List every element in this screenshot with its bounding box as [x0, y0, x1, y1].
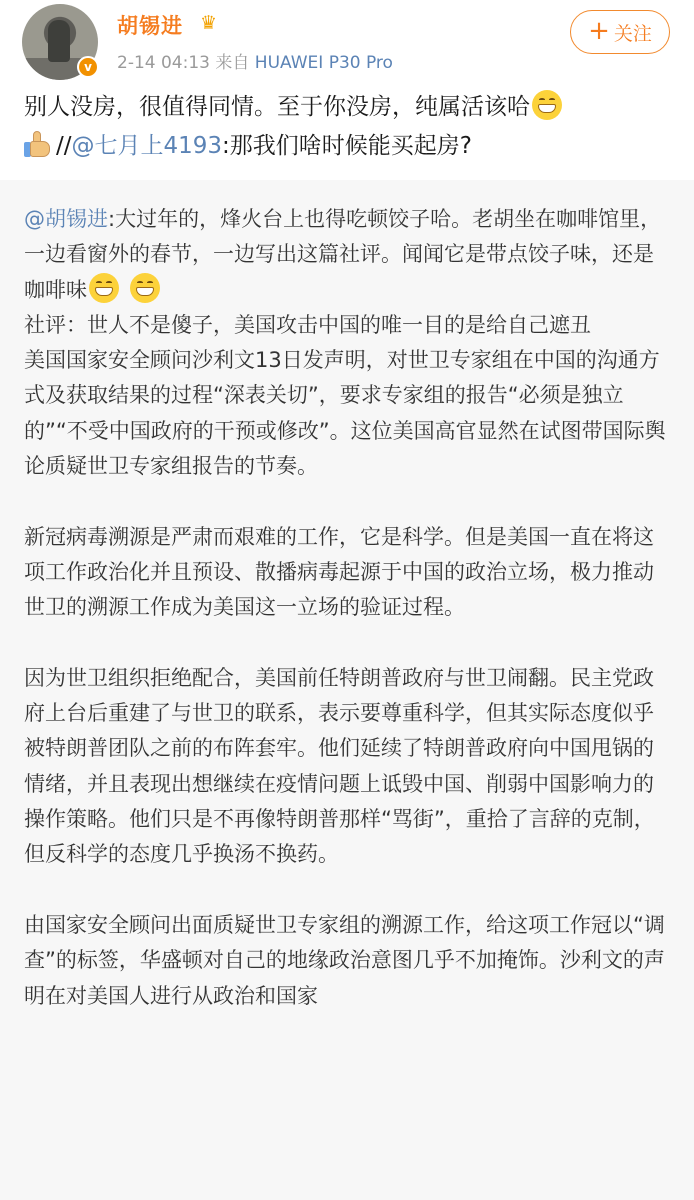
- post-text: 别人没房，很值得同情。至于你没房，纯属活该哈: [24, 94, 530, 120]
- repost-paragraph-2: 新冠病毒溯源是严肃而艰难的工作，它是科学。但是美国一直在将这项工作政治化并且预设、散播病毒起源于中国的政治立场，极力推动世卫的溯源工作成为美国这一立场的验证过程。: [24, 524, 654, 620]
- follow-label: 关注: [613, 22, 652, 45]
- crown-icon: ♛: [200, 12, 218, 34]
- repost-paragraph-3: 因为世卫组织拒绝配合，美国前任特朗普政府与世卫闹翻。民主党政府上台后重建了与世卫的联系，表示要尊重科学，但其实际态度似乎被特朗普团队之前的布阵套牢。他们延续了特朗普政府向中国甩锅的情绪，并且表现出想继续在疫情问题上诋毁中国、削弱中国影响力的操作策略。他们只是不再像特朗普那样“骂街”，重拾了言辞的克制，但反科学的态度几乎换汤不换药。: [24, 665, 655, 867]
- username[interactable]: 胡锡进: [117, 14, 183, 38]
- source-device[interactable]: HUAWEI P30 Pro: [254, 53, 393, 73]
- post-timestamp: 2-14 04:13: [117, 53, 210, 73]
- repost-content: [24, 202, 672, 1049]
- grin-emoji-icon: [130, 273, 160, 303]
- follow-button[interactable]: [570, 10, 670, 54]
- repost-paragraph-4: 由国家安全顾问出面质疑世卫专家组的溯源工作，给这项工作冠以“调查”的标签，华盛顿对自己的地缘政治意图几乎不加掩饰。沙利文的声明在对美国人进行从政治和国家: [24, 912, 665, 1008]
- grin-emoji-icon: [89, 273, 119, 303]
- repost-intro-text: :大过年的，烽火台上也得吃顿饺子哈。老胡坐在咖啡馆里，一边看窗外的春节，一边写出这篇社评。闻闻它是带点饺子味，还是咖啡味: [24, 207, 662, 302]
- repost-headline: 社评：世人不是傻子，美国攻击中国的唯一目的是给自己遮丑: [24, 312, 591, 337]
- repost-paragraph-1: 美国国家安全顾问沙利文13日发声明，对世卫专家组在中国的沟通方式及获取结果的过程“深表关切”，要求专家组的报告“必须是独立的”“不受中国政府的干预或修改”。这位美国高官显然在试图带国际舆论质疑世卫专家组报告的节奏。: [24, 348, 666, 479]
- mention-link[interactable]: @七月上4193: [71, 133, 223, 159]
- post-header: [0, 0, 694, 82]
- source-prefix: 来自: [215, 53, 250, 73]
- grin-emoji-icon: [532, 90, 562, 120]
- plus-icon: +: [588, 15, 610, 46]
- repost-author-link[interactable]: @胡锡进: [24, 207, 108, 231]
- post-body: [24, 88, 674, 166]
- quoted-comment: :那我们啥时候能买起房?: [222, 133, 473, 159]
- thumbs-up-emoji-icon: [24, 130, 52, 158]
- post-meta: [117, 48, 393, 73]
- repost-separator: //: [56, 133, 72, 159]
- avatar-figure: [48, 20, 70, 62]
- repost-card[interactable]: [0, 180, 694, 1200]
- repost-intro: [24, 202, 672, 308]
- verified-badge-icon: v: [77, 56, 99, 78]
